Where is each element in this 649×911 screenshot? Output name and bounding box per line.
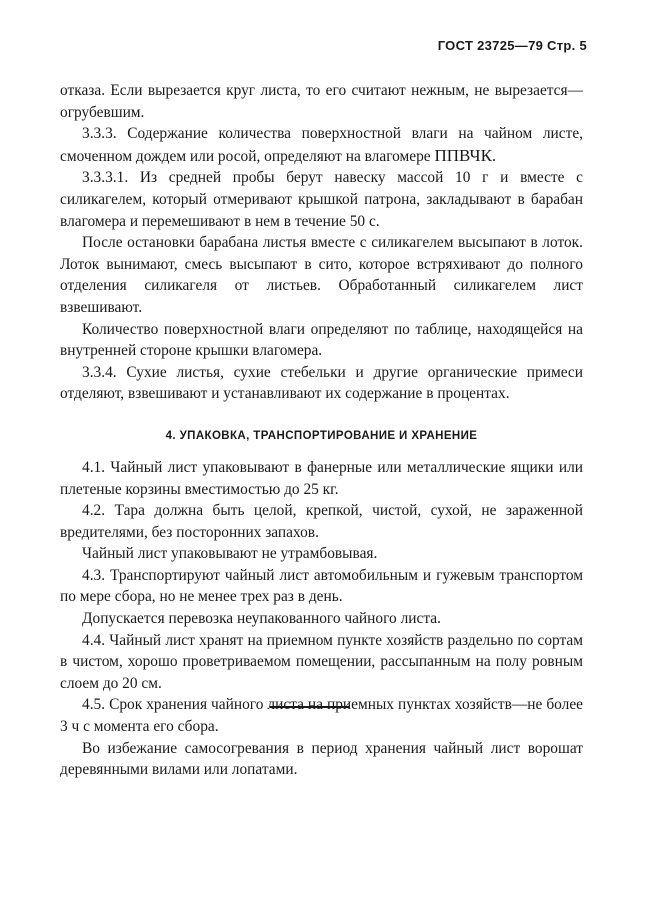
paragraph-packing-note: Чайный лист упаковывают не утрамбовывая.	[82, 545, 378, 563]
paragraph-3-3-4: 3.3.4. Сухие листья, сухие стебельки и другие органические примеси отделяют, взвешивают и устанавливают их содержание в процентах.	[60, 363, 583, 403]
device-code: ППВЧК.	[434, 145, 497, 165]
paragraph-drum-stop: После остановки барабана листья вместе с силикагелем высыпают в лоток. Лоток вынимают, смесь высыпают в сито, которое встряхивают до полного отделения силикагеля от листьев. Обработанный силикагелем лист взвешивают.	[60, 234, 583, 316]
document-body	[60, 80, 583, 781]
paragraph-4-3: 4.3. Транспортируют чайный лист автомобильным и гужевым транспортом по мере сбора, но не менее трех раз в день.	[60, 566, 583, 606]
paragraph-self-heating: Во избежание самосогревания в период хранения чайный лист ворошат деревянными вилами или лопатами.	[60, 739, 583, 779]
paragraph-unpacked-note: Допускается перевозка неупакованного чайного листа.	[82, 610, 441, 628]
paragraph-4-1: 4.1. Чайный лист упаковывают в фанерные или металлические ящики или плетеные корзины вместимостью до 25 кг.	[60, 458, 583, 498]
end-rule	[270, 706, 349, 708]
paragraph-4-5: 4.5. Срок хранения чайного листа на приемных пунктах хозяйств—не более 3 ч с момента его сбора.	[60, 696, 583, 736]
page-header	[438, 38, 587, 53]
paragraph-continuation: отказа. Если вырезается круг листа, то его считают нежным, не вырезается—огрубевшим.	[60, 82, 583, 121]
paragraph-3-3-3-text: 3.3.3. Содержание количества поверхностной влаги на чайном листе, смоченном дождем или росой, определяют на влагомере	[60, 125, 583, 165]
paragraph-moisture-table: Количество поверхностной влаги определяют по таблице, находящейся на внутренней стороне крышки влагомера.	[60, 320, 583, 360]
paragraph-4-2: 4.2. Тара должна быть целой, крепкой, чистой, сухой, не зараженной вредителями, без посторонних запахов.	[60, 502, 583, 541]
page-number: Стр. 5	[547, 38, 587, 53]
paragraph-3-3-3	[60, 123, 583, 167]
section-4-title: 4. УПАКОВКА, ТРАНСПОРТИРОВАНИЕ И ХРАНЕНИЕ	[165, 429, 478, 442]
standard-number: ГОСТ 23725—79	[437, 38, 544, 53]
paragraph-3-3-3-1: 3.3.3.1. Из средней пробы берут навеску массой 10 г и вместе с силикагелем, который отмеривают крышкой патрона, закладывают в барабан влагомера и перемешивают в нем в течение 50 с.	[60, 169, 583, 230]
paragraph-4-4: 4.4. Чайный лист хранят на приемном пункте хозяйств раздельно по сортам в чистом, хорошо проветриваемом помещении, рассыпанным на полу ровным слоем до 20 см.	[60, 631, 583, 692]
